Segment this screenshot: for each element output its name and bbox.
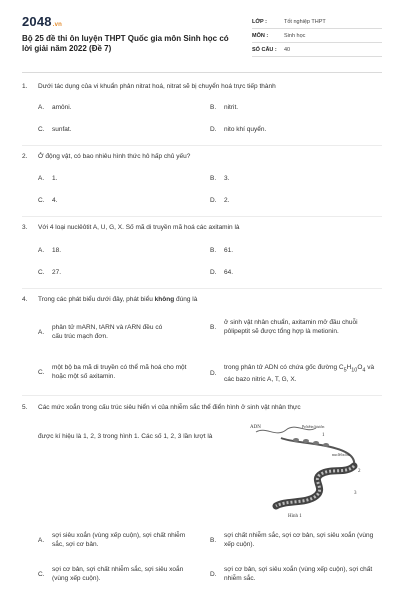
option-4a[interactable] <box>38 323 203 341</box>
option-text: 61. <box>224 247 234 254</box>
chromosome-figure <box>236 416 376 520</box>
option-letter: A. <box>38 328 45 336</box>
question-number: 2. <box>22 153 28 160</box>
question-text: Các mức xoắn trong cấu trúc siêu hiển vi của nhiễm sắc thể điển hình ở sinh vật nhân thực <box>38 404 301 411</box>
option-letter: C. <box>38 570 45 578</box>
option-2d[interactable] <box>210 196 380 205</box>
question-divider <box>22 145 382 146</box>
option-text: sợi siêu xoắn (vùng xếp cuộn), sợi chất nhiễm sắc, sợi cơ bản. <box>52 532 186 548</box>
subscript: 4 <box>362 367 366 374</box>
option-5a[interactable] <box>38 531 203 549</box>
option-text <box>224 363 382 384</box>
option-text: nito khí quyển. <box>224 126 267 133</box>
question-number: 1. <box>22 83 28 90</box>
option-letter: B. <box>210 536 217 544</box>
option-text: sợi chất nhiễm sắc, sợi cơ bản, sợi siêu xoắn (vùng xếp cuộn). <box>224 532 374 548</box>
question-text-line2: được kí hiệu là 1, 2, 3 trong hình 1. Các số 1, 2, 3 lần lượt là <box>38 433 213 440</box>
meta-key: MÔN : <box>252 32 269 39</box>
option-letter: B. <box>210 175 217 182</box>
option-2c[interactable] <box>38 196 198 205</box>
option-5c[interactable] <box>38 565 203 583</box>
logo-main: 2048 <box>22 14 52 29</box>
option-text: 4. <box>52 197 58 204</box>
meta-value: Tốt nghiệp THPT <box>284 18 326 25</box>
option-4c[interactable] <box>38 363 208 381</box>
option-text: nitrit. <box>224 104 239 111</box>
option-text: phân tử mARN, tARN và rARN đều có cấu trúc mạch đơn. <box>52 324 163 340</box>
question-divider <box>22 288 382 289</box>
option-letter: D. <box>210 126 217 133</box>
question-text: Dưới tác dụng của vi khuẩn phản nitrat hoá, nitrat sẽ bị chuyển hoá trực tiếp thành <box>38 83 276 90</box>
option-2b[interactable] <box>210 174 380 183</box>
question-text-pre: Trong các phát biểu dưới đây, phát biểu <box>38 296 155 303</box>
option-letter: D. <box>210 197 217 204</box>
meta-row-subject <box>252 29 382 43</box>
question-text: Với 4 loại nuclêôtit A, U, G, X. Số mã di truyền mã hoá các axitamin là <box>38 224 240 231</box>
question-3 <box>22 223 382 232</box>
question-text-continued <box>38 432 238 441</box>
option-text-post: và các bazo nitric A, T, G, X. <box>224 364 375 384</box>
option-text: một bộ ba mã di truyền có thể mã hoá cho một hoặc một số axitamin. <box>52 364 187 380</box>
option-5b[interactable] <box>210 531 382 549</box>
option-letter: B. <box>210 247 217 254</box>
meta-row-count <box>252 43 382 57</box>
option-text: ở sinh vật nhân chuẩn, axitamin mở đầu chuỗi pôlipeptit sẽ được tổng hợp là metionin. <box>224 319 358 335</box>
site-logo[interactable] <box>22 14 62 29</box>
question-4 <box>22 295 382 304</box>
meta-value: 40 <box>284 46 291 53</box>
option-letter: C. <box>38 269 45 276</box>
question-divider <box>22 216 382 217</box>
option-3d[interactable] <box>210 268 380 277</box>
option-1c[interactable] <box>38 125 198 134</box>
option-letter: A. <box>38 175 45 182</box>
option-letter: B. <box>210 323 217 331</box>
option-letter: D. <box>210 269 217 276</box>
question-1 <box>22 82 382 91</box>
label-protein: Prôtêin histôn <box>302 424 325 429</box>
meta-value: Sinh học <box>284 32 306 39</box>
exam-title: Bộ 25 đề thi ôn luyện THPT Quốc gia môn Sinh học có lời giải năm 2022 (Đề 7) <box>22 34 229 53</box>
logo-suffix: .vn <box>52 22 63 28</box>
option-letter: A. <box>38 247 45 254</box>
formula-part: H <box>346 364 352 371</box>
figure-caption: Hình 1 <box>288 514 302 519</box>
option-letter: A. <box>38 536 45 544</box>
exam-meta <box>252 15 382 57</box>
option-letter: C. <box>38 368 45 376</box>
option-text: sợi cơ bản, sợi siêu xoắn (vùng xếp cuộn), sợi chất nhiễm sắc. <box>224 566 373 582</box>
question-divider <box>22 395 382 396</box>
option-text: 64. <box>224 269 234 276</box>
option-3c[interactable] <box>38 268 198 277</box>
option-text: sợi cơ bản, sợi chất nhiễm sắc, sợi siêu xoắn (vùng xếp cuộn). <box>52 566 184 582</box>
page-header <box>0 0 400 68</box>
formula-part: O <box>357 364 363 371</box>
option-1b[interactable] <box>210 103 380 112</box>
option-text: 2. <box>224 197 230 204</box>
subscript: 5 <box>343 367 347 374</box>
option-letter: B. <box>210 104 217 111</box>
option-text-pre: trong phân tử ADN có chứa gốc đường C <box>224 364 344 371</box>
question-text-emphasis: không <box>154 296 175 303</box>
option-1a[interactable] <box>38 103 198 112</box>
option-text: 1. <box>52 175 58 182</box>
option-text: sunfat. <box>52 126 72 133</box>
option-letter: A. <box>38 104 45 111</box>
question-number: 3. <box>22 224 28 231</box>
label-1: 1 <box>322 433 325 438</box>
option-text: 3. <box>224 175 230 182</box>
header-divider <box>22 72 382 73</box>
option-3a[interactable] <box>38 246 198 255</box>
option-letter: D. <box>210 570 217 578</box>
option-letter: C. <box>38 126 45 133</box>
subscript: 10 <box>351 367 358 374</box>
meta-key: SỐ CÂU : <box>252 46 277 53</box>
option-2a[interactable] <box>38 174 198 183</box>
chromosome-diagram <box>236 416 376 520</box>
option-4d[interactable] <box>210 363 382 384</box>
option-3b[interactable] <box>210 246 380 255</box>
question-text: Ở động vật, có bao nhiêu hình thức hô hấp chủ yếu? <box>38 153 191 160</box>
label-nucleosome: nuclêôxôm <box>332 452 350 457</box>
question-text <box>38 295 382 304</box>
option-letter: D. <box>210 370 217 378</box>
label-adn: ADN <box>250 425 261 430</box>
label-2: 2 <box>358 469 361 474</box>
question-5 <box>22 403 382 412</box>
label-3: 3 <box>354 491 357 496</box>
option-1d[interactable] <box>210 125 380 134</box>
option-4b[interactable] <box>210 318 382 336</box>
option-text: amôni. <box>52 104 72 111</box>
option-5d[interactable] <box>210 565 382 583</box>
question-text-post: đúng là <box>174 296 198 303</box>
option-letter: C. <box>38 197 45 204</box>
option-text: 18. <box>52 247 62 254</box>
question-2 <box>22 152 382 161</box>
question-number: 4. <box>22 296 28 303</box>
question-number: 5. <box>22 404 28 411</box>
meta-row-class <box>252 15 382 29</box>
meta-key: LỚP : <box>252 18 267 25</box>
option-text: 27. <box>52 269 62 276</box>
